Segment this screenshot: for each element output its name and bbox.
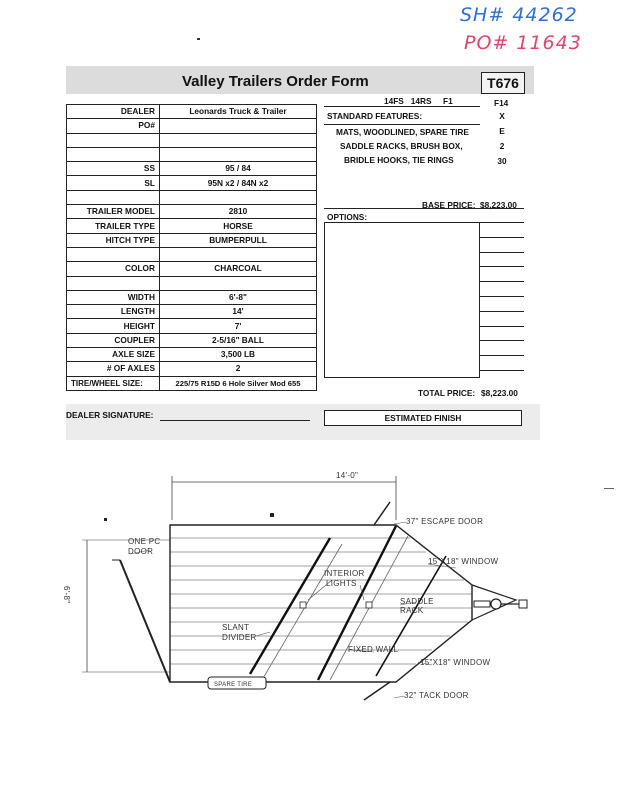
escape-door-label: 37" ESCAPE DOOR (406, 517, 484, 526)
field-value[interactable]: BUMPERPULL (160, 233, 317, 247)
field-value[interactable]: 7' (160, 319, 317, 333)
field-label (67, 276, 160, 290)
field-label (67, 190, 160, 204)
hitch-ball (491, 599, 501, 609)
standard-feature-line: SADDLE RACKS, BRUSH BOX, (340, 141, 463, 151)
total-price-label: TOTAL PRICE: (418, 388, 476, 398)
field-label (67, 147, 160, 161)
estimated-finish-box: ESTIMATED FINISH (324, 410, 522, 426)
feature-code: E (499, 126, 505, 136)
one-pc-door-label (128, 537, 163, 556)
saddle-rack-label: SADDLE RACK (400, 597, 434, 615)
field-label: HITCH TYPE (67, 233, 160, 247)
field-label: TRAILER MODEL (67, 205, 160, 219)
option-price-line[interactable] (480, 266, 524, 267)
trailer-floorplan-diagram (60, 460, 600, 710)
option-price-line[interactable] (480, 311, 524, 312)
field-value[interactable] (160, 276, 317, 290)
field-label: HEIGHT (67, 319, 160, 333)
form-field-row (67, 233, 317, 247)
field-value[interactable]: HORSE (160, 219, 317, 233)
form-code-box: T676 (481, 72, 525, 94)
escape-door-swing (374, 502, 390, 525)
form-field-row (67, 290, 317, 304)
form-field-row (67, 376, 317, 390)
form-field-row (67, 348, 317, 362)
form-field-row (67, 333, 317, 347)
form-field-row (67, 262, 317, 276)
form-field-row (67, 162, 317, 176)
field-label: LENGTH (67, 305, 160, 319)
handwritten-po-number: PO# 11643 (464, 32, 582, 54)
one-pc-door-line1: ONE PC (128, 537, 161, 546)
form-field-row (67, 176, 317, 190)
form-field-row (67, 190, 317, 204)
dealer-signature-line[interactable] (160, 420, 310, 421)
field-label (67, 133, 160, 147)
form-field-row (67, 305, 317, 319)
option-price-line[interactable] (480, 281, 524, 282)
field-label: AXLE SIZE (67, 348, 160, 362)
options-panel (324, 208, 524, 388)
rear-door (120, 560, 170, 682)
dealer-signature-label: DEALER SIGNATURE: (66, 410, 154, 420)
interior-light (366, 602, 372, 608)
field-label: SL (67, 176, 160, 190)
marker (104, 518, 107, 521)
field-value[interactable]: 6'-8" (160, 290, 317, 304)
base-price-value: $8,223.00 (480, 200, 517, 210)
field-label: COUPLER (67, 333, 160, 347)
field-label: TRAILER TYPE (67, 219, 160, 233)
slant-divider-label: SLANT DIVIDER (222, 623, 257, 642)
scan-speck (197, 38, 200, 40)
feature-code: X (499, 111, 505, 121)
options-label: OPTIONS: (327, 212, 368, 222)
option-price-line[interactable] (480, 252, 524, 253)
header-codes: 14FS 14RS F1 (384, 96, 453, 106)
form-field-row (67, 119, 317, 133)
one-pc-door-line2: DOOR (128, 547, 154, 556)
marker (270, 513, 274, 517)
field-value[interactable] (160, 147, 317, 161)
handwritten-shipment-number: SH# 44262 (460, 4, 578, 26)
window-bottom-label: 15"X18" WINDOW (420, 658, 491, 667)
option-price-line[interactable] (480, 296, 524, 297)
field-value[interactable]: 95N x2 / 84N x2 (160, 176, 317, 190)
field-value[interactable]: 3,500 LB (160, 348, 317, 362)
field-value[interactable]: CHARCOAL (160, 262, 317, 276)
form-field-row (67, 319, 317, 333)
window-top-label: 15"X18" WINDOW (428, 557, 499, 566)
form-field-row (67, 133, 317, 147)
field-value[interactable]: 2810 (160, 205, 317, 219)
width-dimension-label: 6'-8" (62, 586, 71, 604)
field-value[interactable]: 95 / 84 (160, 162, 317, 176)
field-label: TIRE/WHEEL SIZE: (67, 376, 160, 390)
form-field-row (67, 105, 317, 119)
field-label: SS (67, 162, 160, 176)
option-price-line[interactable] (480, 340, 524, 341)
option-price-line[interactable] (480, 237, 524, 238)
field-value[interactable] (160, 133, 317, 147)
field-label: COLOR (67, 262, 160, 276)
form-field-row (67, 219, 317, 233)
form-field-row (67, 247, 317, 261)
order-fields-table (66, 104, 317, 391)
interior-lights-label: INTERIOR LIGHTS (324, 569, 365, 588)
field-value[interactable]: 225/75 R15D 6 Hole Silver Mod 655 (160, 376, 317, 390)
interior-light (300, 602, 306, 608)
tack-door-label: 32" TACK DOOR (404, 691, 469, 700)
standard-features-panel (324, 106, 480, 168)
base-price-label: BASE PRICE: (422, 200, 476, 210)
field-value[interactable]: 2 (160, 362, 317, 376)
options-box (324, 222, 480, 378)
field-value[interactable] (160, 119, 317, 133)
form-field-row (67, 205, 317, 219)
tack-door-swing (364, 682, 390, 700)
form-title: Valley Trailers Order Form (182, 73, 369, 90)
field-label (67, 247, 160, 261)
standard-feature-line: MATS, WOODLINED, SPARE TIRE (336, 127, 469, 137)
length-dimension-label: 14'-0" (336, 471, 359, 480)
field-value[interactable]: 2-5/16" BALL (160, 333, 317, 347)
field-label: # OF AXLES (67, 362, 160, 376)
field-label: DEALER (67, 105, 160, 119)
form-field-row (67, 362, 317, 376)
fixed-wall-label: FIXED WALL (348, 645, 399, 654)
option-price-line[interactable] (480, 355, 524, 356)
field-label: WIDTH (67, 290, 160, 304)
standard-features-label: STANDARD FEATURES: (327, 111, 423, 121)
spare-tire-label: SPARE TIRE (214, 682, 253, 688)
f14-code: F14 (494, 98, 509, 108)
form-field-row (67, 276, 317, 290)
form-field-row (67, 147, 317, 161)
field-label: PO# (67, 119, 160, 133)
option-price-line[interactable] (480, 326, 524, 327)
field-value[interactable]: 14' (160, 305, 317, 319)
field-value[interactable] (160, 247, 317, 261)
total-price-value: $8,223.00 (481, 388, 518, 398)
feature-code: 2 (499, 141, 505, 151)
standard-feature-line: BRIDLE HOOKS, TIE RINGS (344, 155, 454, 165)
option-price-line[interactable] (480, 222, 524, 223)
feature-code: 30 (497, 156, 507, 166)
option-price-line[interactable] (480, 370, 524, 371)
field-value[interactable] (160, 190, 317, 204)
field-value[interactable]: Leonards Truck & Trailer (160, 105, 317, 119)
scan-speck (604, 488, 614, 489)
